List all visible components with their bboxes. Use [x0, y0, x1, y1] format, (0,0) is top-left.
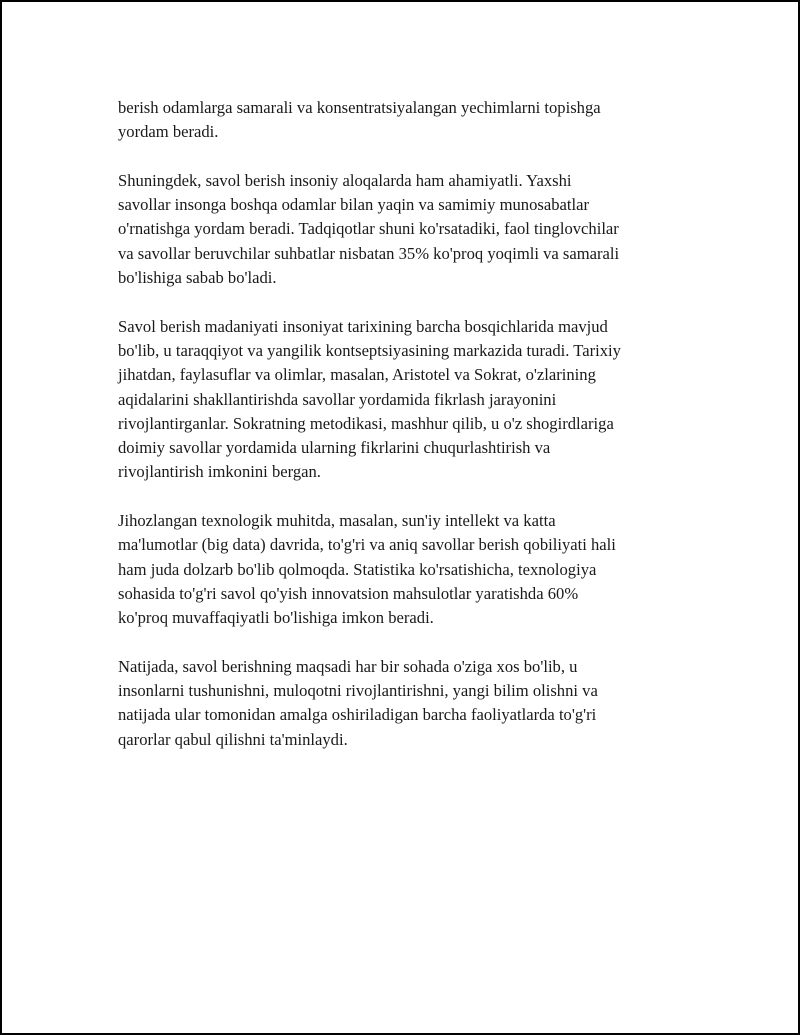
text-line: savollar insonga boshqa odamlar bilan yaqin va samimiy munosabatlar [118, 195, 589, 215]
paragraph-3 [118, 315, 698, 485]
text-line: o'rnatishga yordam beradi. Tadqiqotlar shuni ko'rsatadiki, faol tinglovchilar [118, 219, 619, 239]
text-line: ma'lumotlar (big data) davrida, to'g'ri va aniq savollar berish qobiliyati hali [118, 535, 616, 555]
text-line: jihatdan, faylasuflar va olimlar, masalan, Aristotel va Sokrat, o'zlarining [118, 365, 596, 385]
text-line: rivojlantirish imkonini bergan. [118, 462, 321, 482]
text-line: insonlarni tushunishni, muloqotni rivojlantirishni, yangi bilim olishni va [118, 681, 598, 701]
text-line: doimiy savollar yordamida ularning fikrlarini chuqurlashtirish va [118, 438, 551, 458]
text-line: berish odamlarga samarali va konsentratsiyalangan yechimlarni topishga [118, 98, 601, 117]
text-line: ko'proq muvaffaqiyatli bo'lishiga imkon beradi. [118, 608, 434, 628]
text-line: Jihozlangan texnologik muhitda, masalan, sun'iy intellekt va katta [118, 511, 556, 531]
paragraph-5 [118, 655, 698, 752]
paragraph-2 [118, 169, 698, 290]
text-line: Natijada, savol berishning maqsadi har bir sohada o'ziga xos bo'lib, u [118, 656, 578, 676]
text-line: qarorlar qabul qilishni ta'minlaydi. [118, 729, 348, 749]
text-line: natijada ular tomonidan amalga oshiriladigan barcha faoliyatlarda to'g'ri [118, 705, 597, 725]
text-line: Shuningdek, savol berish insoniy aloqalarda ham ahamiyatli. Yaxshi [118, 170, 572, 190]
text-line: yordam beradi. [118, 122, 219, 142]
text-line: ham juda dolzarb bo'lib qolmoqda. Statistika ko'rsatishicha, texnologiya [118, 559, 597, 579]
text-line: bo'lishiga sabab bo'ladi. [118, 268, 277, 288]
text-line: aqidalarini shakllantirishda savollar yordamida fikrlash jarayonini [118, 389, 557, 409]
text-line: Savol berish madaniyati insoniyat tarixining barcha bosqichlarida mavjud [118, 316, 608, 336]
text-line: bo'lib, u taraqqiyot va yangilik kontseptsiyasining markazida turadi. Tarixiy [118, 340, 621, 360]
document-body [118, 96, 698, 776]
paragraph-4 [118, 509, 698, 630]
text-line: rivojlantirganlar. Sokratning metodikasi, mashhur qilib, u o'z shogirdlariga [118, 413, 614, 433]
text-line: sohasida to'g'ri savol qo'yish innovatsion mahsulotlar yaratishda 60% [118, 583, 579, 603]
paragraph-1 [118, 96, 698, 145]
text-line: va savollar beruvchilar suhbatlar nisbatan 35% ko'proq yoqimli va samarali [118, 243, 620, 263]
